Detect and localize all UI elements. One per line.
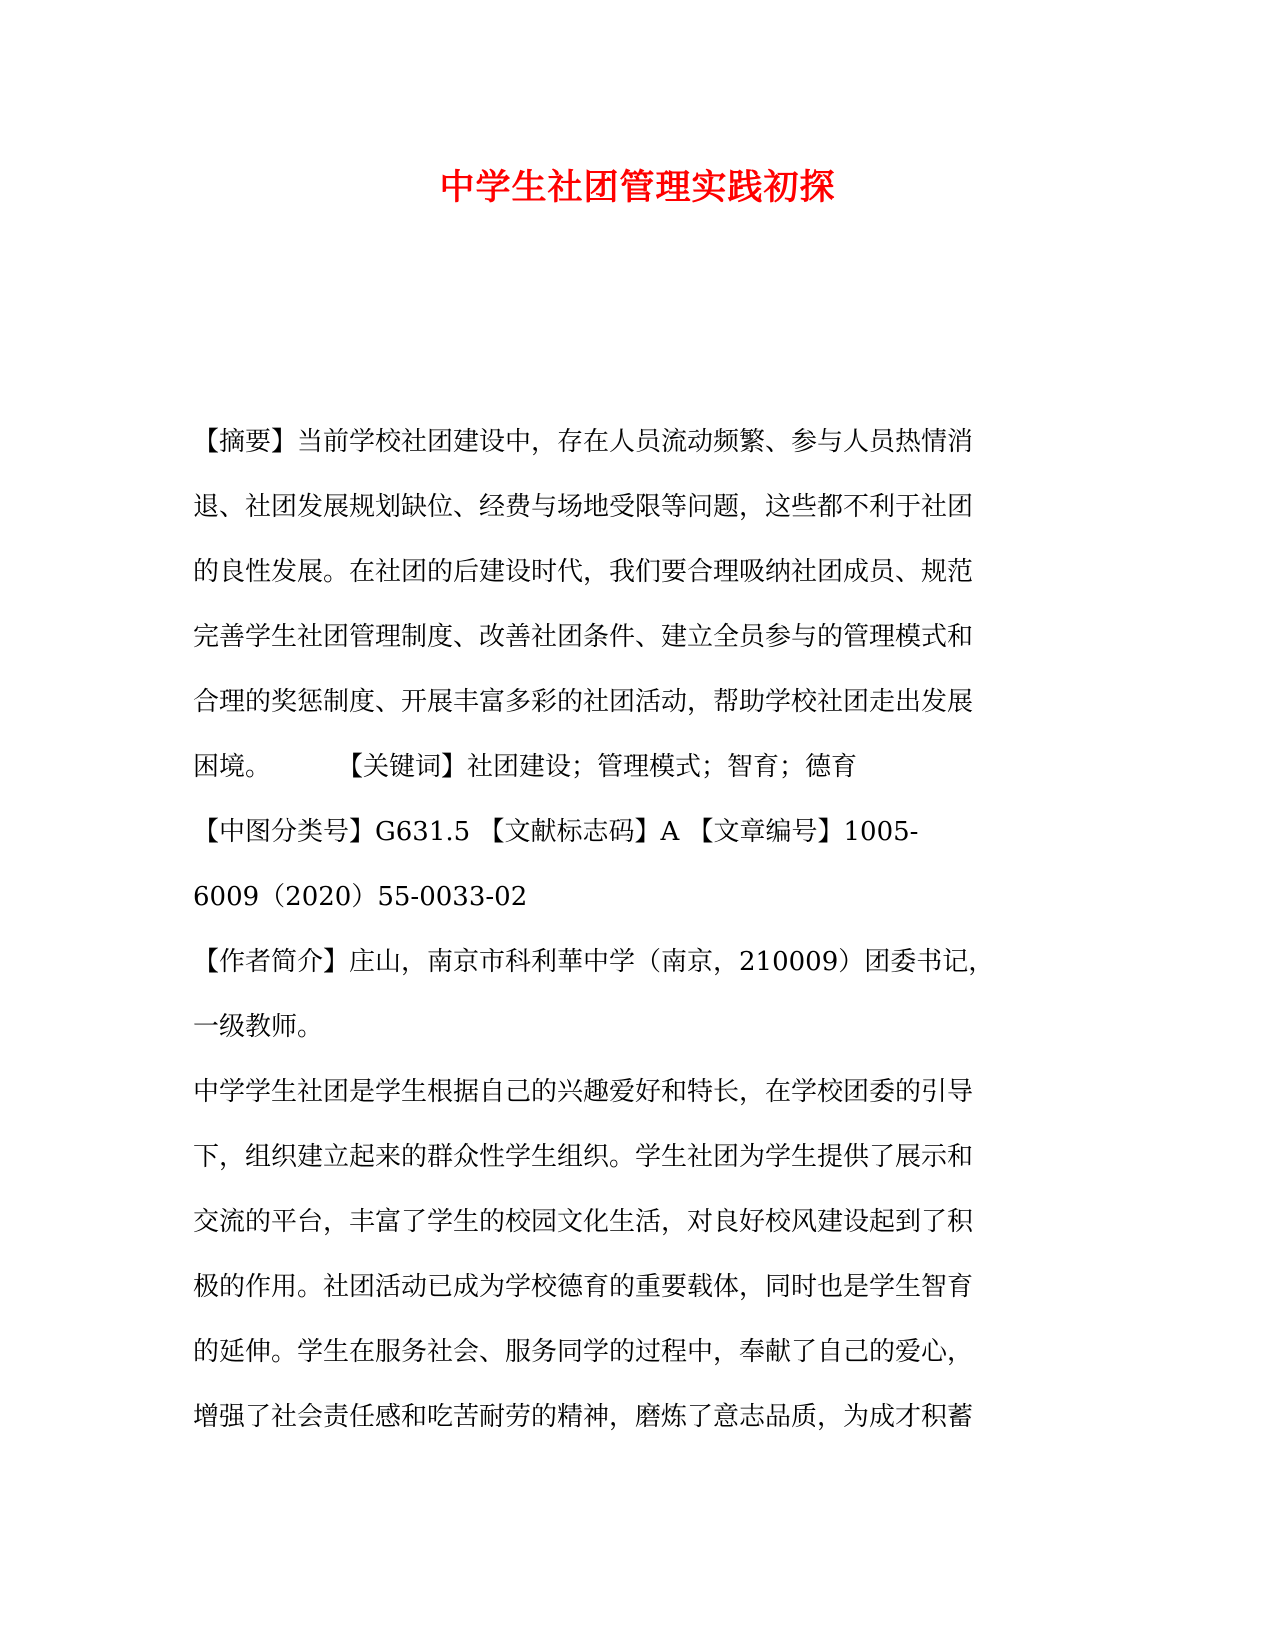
abstract-line: 合理的奖惩制度、开展丰富多彩的社团活动，帮助学校社团走出发展 — [193, 687, 974, 717]
abstract-end: 困境。 — [193, 752, 272, 782]
classification-paragraph — [193, 800, 1073, 930]
author-paragraph — [193, 930, 1073, 1060]
abstract-line: 【摘要】当前学校社团建设中，存在人员流动频繁、参与人员热情消 — [193, 427, 974, 457]
abstract-line: 退、社团发展规划缺位、经费与场地受限等问题，这些都不利于社团 — [193, 492, 974, 522]
classification-line: 【中图分类号】G631.5 【文献标志码】A 【文章编号】1005- — [193, 817, 919, 847]
document-title: 中学生社团管理实践初探 — [439, 167, 836, 208]
body-line: 增强了社会责任感和吃苦耐劳的精神，磨炼了意志品质，为成才积蓄 — [193, 1402, 974, 1432]
document-body — [193, 410, 1073, 1450]
author-line: 一级教师。 — [193, 1012, 324, 1042]
abstract-keywords-line — [193, 735, 1073, 800]
abstract-paragraph — [193, 410, 1073, 800]
body-line: 下，组织建立起来的群众性学生组织。学生社团为学生提供了展示和 — [193, 1142, 974, 1172]
body-line: 中学学生社团是学生根据自己的兴趣爱好和特长，在学校团委的引导 — [193, 1077, 974, 1107]
keywords: 【关键词】社团建设；管理模式；智育；德育 — [337, 752, 858, 782]
author-line: 【作者简介】庄山，南京市科利華中学（南京，210009）团委书记， — [193, 947, 995, 977]
body-line: 的延伸。学生在服务社会、服务同学的过程中，奉献了自己的爱心， — [193, 1337, 974, 1367]
abstract-line: 完善学生社团管理制度、改善社团条件、建立全员参与的管理模式和 — [193, 622, 974, 652]
body-paragraph — [193, 1060, 1073, 1450]
body-line: 交流的平台，丰富了学生的校园文化生活，对良好校风建设起到了积 — [193, 1207, 974, 1237]
classification-line: 6009（2020）55-0033-02 — [193, 882, 528, 912]
body-line: 极的作用。社团活动已成为学校德育的重要载体，同时也是学生智育 — [193, 1272, 974, 1302]
abstract-line: 的良性发展。在社团的后建设时代，我们要合理吸纳社团成员、规范 — [193, 557, 974, 587]
